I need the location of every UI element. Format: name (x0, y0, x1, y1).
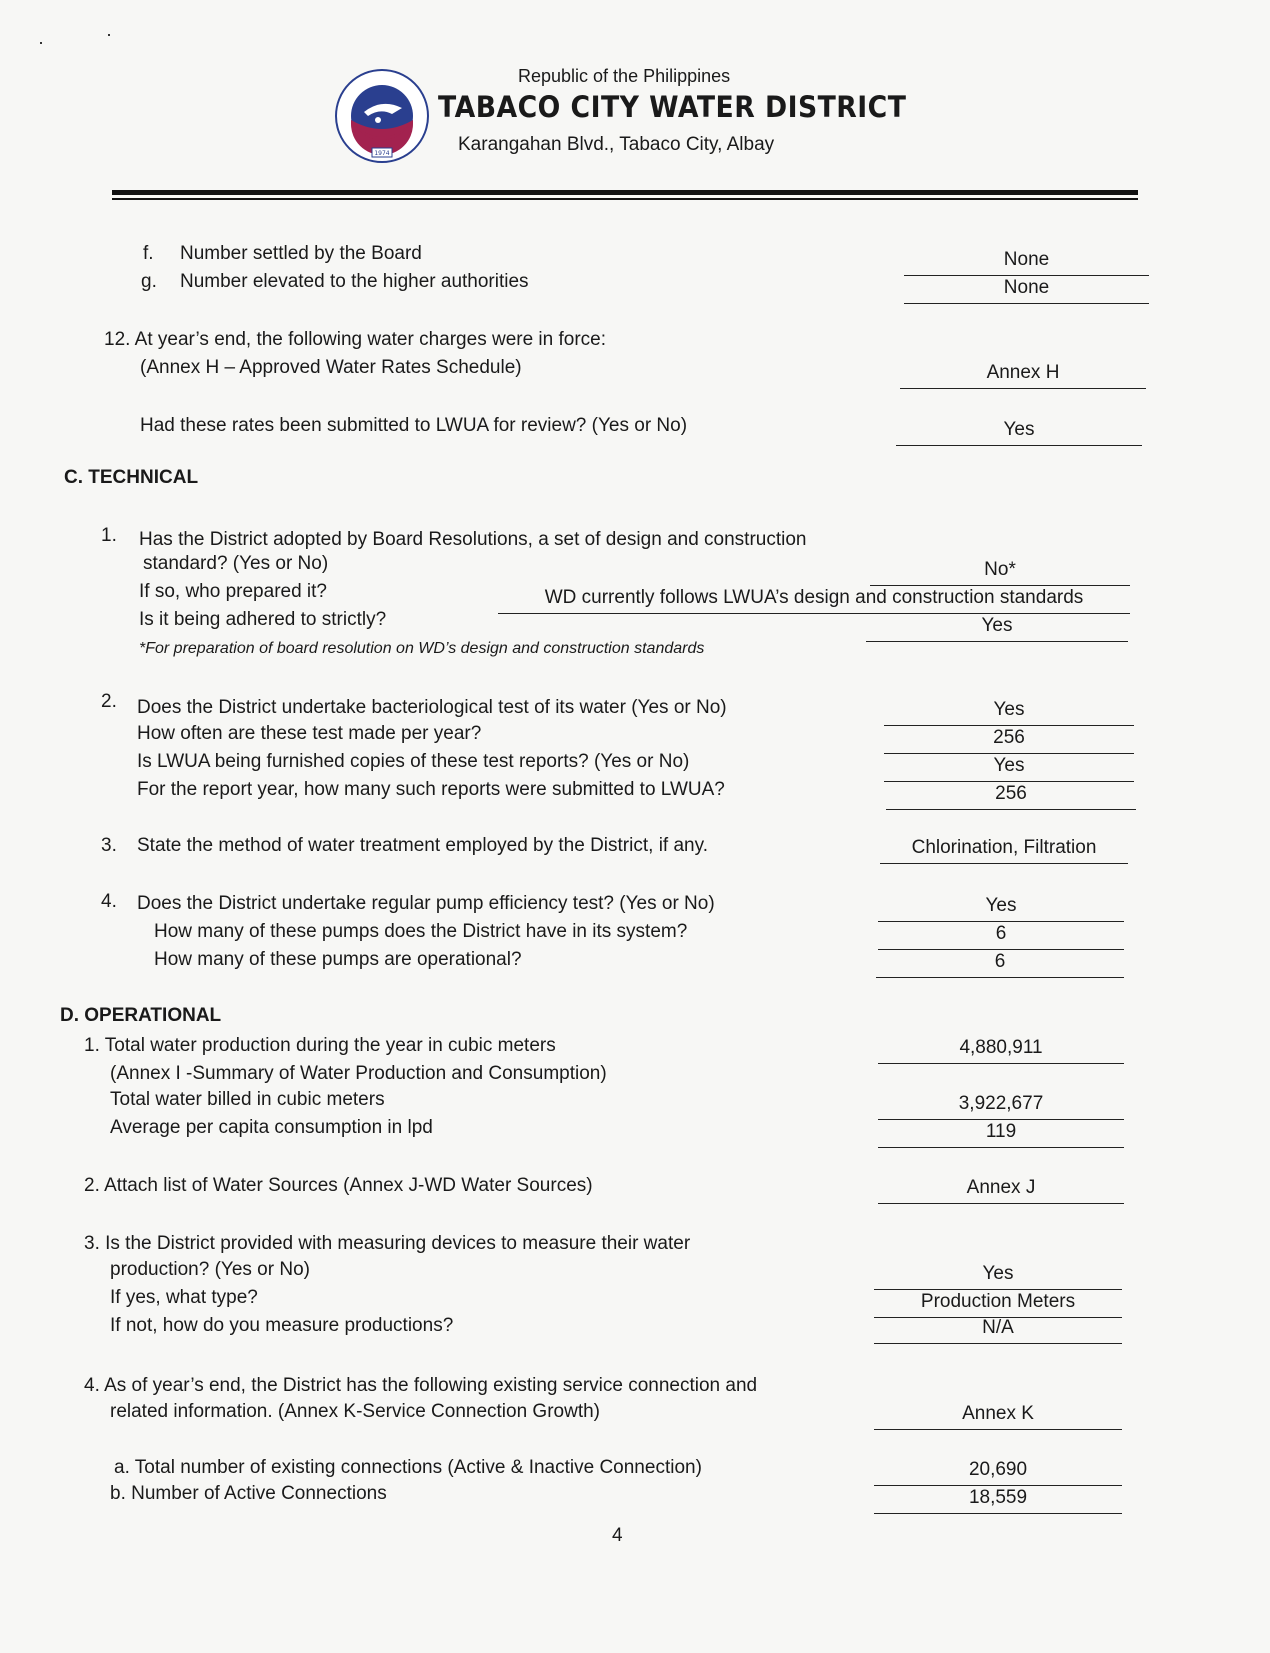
scan-speck (108, 34, 110, 36)
scan-speck (40, 42, 42, 44)
ops-q4-answer: Annex K (874, 1402, 1122, 1430)
ops-q3-line2: production? (Yes or No) (110, 1259, 310, 1280)
tech-q1-number: 1. (101, 525, 117, 546)
ops-q1-billed-label: Total water billed in cubic meters (110, 1089, 385, 1110)
q12-sub-answer: Yes (896, 418, 1142, 446)
tech-q1-line1: Has the District adopted by Board Resolutions, a set of design and construction (139, 529, 807, 550)
ops-q3-not-answer: N/A (874, 1316, 1122, 1344)
q12-line1: 12. At year’s end, the following water charges were in force: (104, 329, 607, 350)
ops-q2-answer: Annex J (878, 1176, 1124, 1204)
tech-q2-number: 2. (101, 691, 117, 712)
ops-q3-not-label: If not, how do you measure productions? (110, 1315, 454, 1336)
ops-q2-text: 2. Attach list of Water Sources (Annex J-WD Water Sources) (84, 1175, 593, 1196)
q12-sub-question: Had these rates been submitted to LWUA for review? (Yes or No) (140, 415, 688, 436)
item-g-text: Number elevated to the higher authorities (180, 271, 529, 292)
tech-q1-prepared-answer: WD currently follows LWUA’s design and construction standards (498, 586, 1130, 614)
tech-q4-c-answer: 6 (876, 950, 1124, 978)
tech-q1-prepared-label: If so, who prepared it? (139, 581, 327, 602)
header-rule-thin (112, 198, 1138, 200)
tech-q2-a: Does the District undertake bacteriological test of its water (Yes or No) (137, 697, 727, 718)
ops-q1-answer: 4,880,911 (878, 1036, 1124, 1064)
republic-line: Republic of the Philippines (518, 66, 731, 86)
section-operational-heading: D. OPERATIONAL (60, 1005, 222, 1026)
water-district-seal-logo (334, 68, 430, 164)
tech-q2-c: Is LWUA being furnished copies of these test reports? (Yes or No) (137, 751, 690, 772)
ops-q4-a-answer: 20,690 (874, 1458, 1122, 1486)
ops-q4-b-answer: 18,559 (874, 1486, 1122, 1514)
header-rule-thick (112, 190, 1138, 195)
tech-q4-number: 4. (101, 891, 117, 912)
ops-q4-line1: 4. As of year’s end, the District has the following existing service connection and (84, 1375, 758, 1396)
ops-q3-line1: 3. Is the District provided with measuring devices to measure their water (84, 1233, 691, 1254)
ops-q4-b-label: b. Number of Active Connections (110, 1483, 387, 1504)
ops-q1-line2: (Annex I -Summary of Water Production and Consumption) (110, 1063, 607, 1084)
tech-q4-b: How many of these pumps does the District have in its system? (154, 921, 688, 942)
item-f-answer: None (904, 248, 1149, 276)
ops-q3-type-label: If yes, what type? (110, 1287, 258, 1308)
tech-q3-answer: Chlorination, Filtration (880, 836, 1128, 864)
organization-title: TABACO CITY WATER DISTRICT (438, 90, 907, 124)
tech-q1-footnote: *For preparation of board resolution on WD’s design and construction standards (139, 640, 705, 657)
tech-q2-c-answer: Yes (884, 754, 1134, 782)
page-number: 4 (612, 1525, 623, 1546)
tech-q2-d-answer: 256 (886, 782, 1136, 810)
tech-q4-a: Does the District undertake regular pump efficiency test? (Yes or No) (137, 893, 715, 914)
ops-q3-answer: Yes (874, 1262, 1122, 1290)
ops-q4-line2: related information. (Annex K-Service Connection Growth) (110, 1401, 601, 1422)
section-technical-heading: C. TECHNICAL (64, 467, 199, 488)
item-f-label: f. (143, 243, 154, 264)
ops-q1-capita-label: Average per capita consumption in lpd (110, 1117, 433, 1138)
tech-q2-b: How often are these test made per year? (137, 723, 482, 744)
tech-q2-d: For the report year, how many such reports were submitted to LWUA? (137, 779, 725, 800)
tech-q3-number: 3. (101, 835, 117, 856)
tech-q1-adhered-label: Is it being adhered to strictly? (139, 609, 387, 630)
item-g-label: g. (141, 271, 157, 292)
tech-q2-a-answer: Yes (884, 698, 1134, 726)
ops-q1-billed-answer: 3,922,677 (878, 1092, 1124, 1120)
tech-q1-adhered-answer: Yes (866, 614, 1128, 642)
address-line: Karangahan Blvd., Tabaco City, Albay (458, 134, 775, 155)
q12-line2: (Annex H – Approved Water Rates Schedule) (140, 357, 522, 378)
tech-q2-b-answer: 256 (884, 726, 1134, 754)
item-g-answer: None (904, 276, 1149, 304)
tech-q1-answer: No* (870, 558, 1130, 586)
tech-q4-b-answer: 6 (878, 922, 1124, 950)
tech-q3-text: State the method of water treatment employed by the District, if any. (137, 835, 708, 856)
tech-q4-a-answer: Yes (878, 894, 1124, 922)
q12-answer: Annex H (900, 361, 1146, 389)
item-f-text: Number settled by the Board (180, 243, 422, 264)
logo-year: 1974 (374, 150, 390, 157)
tech-q4-c: How many of these pumps are operational? (154, 949, 522, 970)
tech-q1-line2: standard? (Yes or No) (143, 553, 329, 574)
ops-q1-line1: 1. Total water production during the year in cubic meters (84, 1035, 556, 1056)
ops-q4-a-label: a. Total number of existing connections (Active & Inactive Connection) (114, 1457, 702, 1478)
ops-q1-capita-answer: 119 (878, 1120, 1124, 1148)
ops-q3-type-answer: Production Meters (874, 1290, 1122, 1318)
